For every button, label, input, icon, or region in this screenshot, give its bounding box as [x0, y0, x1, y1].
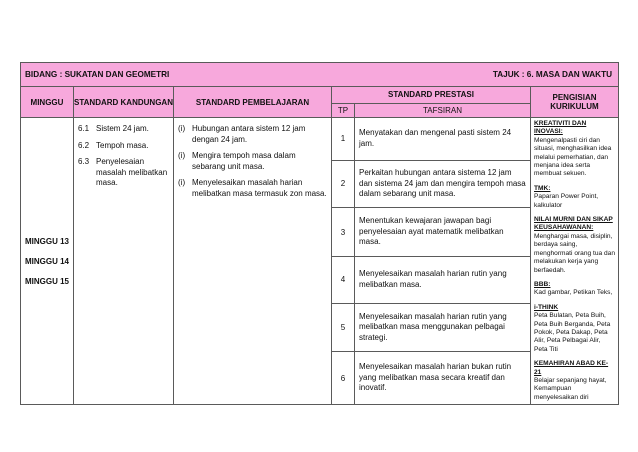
pengisian-text: Kad gambar, Petikan Teks,: [534, 289, 613, 297]
list-item: [178, 124, 327, 145]
tp-cell: 6: [332, 352, 355, 405]
header-standard-prestasi: STANDARD PRESTASI: [332, 87, 531, 104]
tafsiran-cell: Menyelesaikan masalah harian bukan rutin yang melibatkan masa secara kreatif dan inovatif.: [355, 352, 531, 405]
table-row: [21, 118, 619, 161]
standard-kandungan-cell: [74, 118, 174, 405]
tp-cell: 5: [332, 303, 355, 352]
item-text: Hubungan antara sistem 12 jam dengan 24 jam.: [192, 124, 306, 144]
pengisian-text: Menghargai masa, disiplin, berdaya saing, menghormati orang tua dan melakukan kerja yang berfaedah.: [534, 232, 616, 274]
pengisian-heading: BBB:: [534, 280, 551, 288]
tafsiran-cell: Menyelesaikan masalah harian rutin yang melibatkan masa menggunakan pelbagai strategi.: [355, 303, 531, 352]
item-text: Tempoh masa.: [96, 140, 149, 150]
item-number: 6.1: [78, 124, 90, 133]
item-text: Penyelesaian masalah melibatkan masa.: [96, 157, 168, 187]
item-number: (i): [178, 151, 186, 160]
bidang-label: BIDANG : SUKATAN DAN GEOMETRI: [25, 70, 170, 79]
pengisian-block: [534, 216, 615, 275]
pengisian-block: [534, 360, 615, 402]
pengisian-heading: KREATIVITI DAN INOVASI:: [534, 120, 587, 136]
pengisian-text: Mengenalpasti ciri dan situasi, menghasilkan idea melalui pemerhatian, dan menjana idea serta membuat sekuen.: [534, 136, 612, 178]
minggu-cell: [21, 118, 74, 405]
tafsiran-cell: Perkaitan hubungan antara sistema 12 jam dan sistema 24 jam dan mengira tempoh masa dalam sebarang unit masa.: [355, 160, 531, 208]
pengisian-text: Paparan Power Point, kalkulator: [534, 193, 599, 209]
pengisian-block: [534, 281, 615, 298]
pengisian-heading: NILAI MURNI DAN SIKAP KEUSAHAWANAN:: [534, 216, 613, 232]
tafsiran-cell: Menyelesaikan masalah harian rutin yang melibatkan masa.: [355, 256, 531, 303]
list-item: [78, 124, 169, 135]
pengisian-block: [534, 120, 615, 179]
pengisian-heading: i-THINK: [534, 303, 559, 311]
minggu-item: MINGGU 13: [25, 236, 70, 246]
list-item: [78, 141, 169, 152]
standard-pembelajaran-cell: [174, 118, 332, 405]
pengisian-kurikulum-cell: [531, 118, 619, 405]
header-minggu: MINGGU: [21, 87, 74, 118]
item-number: 6.2: [78, 140, 90, 150]
minggu-item: MINGGU 14: [25, 256, 70, 266]
pengisian-heading: KEMAHIRAN ABAD KE-21: [534, 360, 609, 376]
pengisian-text: Belajar sepanjang hayat, Kemampuan menyelesaikan diri: [534, 376, 607, 401]
tp-cell: 3: [332, 208, 355, 257]
item-number: 6.3: [78, 157, 90, 166]
item-number: (i): [178, 124, 186, 133]
tafsiran-cell: Menentukan kewajaran jawapan bagi penyelesaian ayat matematik melibatkan masa.: [355, 208, 531, 257]
tajuk-label: TAJUK : 6. MASA DAN WAKTU: [492, 70, 613, 79]
pengisian-block: [534, 185, 615, 210]
tp-cell: 4: [332, 256, 355, 303]
list-item: [78, 157, 169, 189]
item-number: (i): [178, 178, 186, 187]
header-pengisian-kurikulum: PENGISIAN KURIKULUM: [531, 87, 619, 118]
minggu-item: MINGGU 15: [25, 276, 70, 286]
list-item: [178, 178, 327, 199]
item-text: Menyelesaikan masalah harian melibatkan masa termasuk zon masa.: [192, 178, 327, 198]
item-text: Mengira tempoh masa dalam sebarang unit masa.: [192, 151, 296, 171]
list-item: [178, 151, 327, 172]
lesson-plan-table: [20, 62, 619, 405]
header-tafsiran: TAFSIRAN: [355, 103, 531, 117]
tp-cell: 1: [332, 118, 355, 161]
header-row: [21, 87, 619, 104]
topic-banner-row: [21, 63, 619, 87]
pengisian-block: [534, 304, 615, 354]
header-tp: TP: [332, 103, 355, 117]
topic-banner: [21, 63, 619, 87]
tafsiran-cell: Menyatakan dan mengenal pasti sistem 24 jam.: [355, 118, 531, 161]
header-standard-pembelajaran: STANDARD PEMBELAJARAN: [174, 87, 332, 118]
pengisian-text: Peta Bulatan, Peta Buih, Peta Buih Berganda, Peta Pokok, Peta Dakap, Peta Alir, Peta Pelbagai Alir, Peta Titi: [534, 312, 611, 353]
tp-cell: 2: [332, 160, 355, 208]
header-standard-kandungan: STANDARD KANDUNGAN: [74, 87, 174, 118]
pengisian-heading: TMK:: [534, 184, 551, 192]
item-text: Sistem 24 jam.: [96, 124, 149, 133]
